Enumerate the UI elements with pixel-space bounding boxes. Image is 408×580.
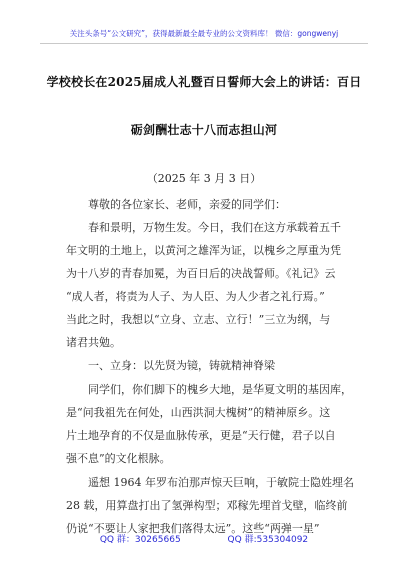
body-line: 28 载，用算盘打出了氢弹构型；邓稼先埋首戈壁，临终前 [66,499,348,512]
footer-qq-group-2: QQ 群:535304092 [227,535,309,545]
body-line: 同学们，你们脚下的槐乡大地，是华夏文明的基因库， [88,383,352,396]
header-banner: 关注头条号“公文研究”，获得最新最全最专业的公文资料库！ 微信：gongwenyj [69,29,339,38]
footer-qq-group-1: QQ 群：30265665 [99,535,181,545]
document-title-line-2: 砺剑酬壮志十八而志担山河 [130,123,278,137]
section-heading: 一、立身：以先贤为镜，铸就精神脊梁 [88,359,275,372]
body-line: 仍说“不要让人家把我们落得太远”。这些“两弹一星” [66,522,320,535]
body-line: 强不息”的文化根脉。 [66,452,171,465]
document-title-line-1: 学校校长在2025届成人礼暨百日誓师大会上的讲话：百日 [46,75,362,89]
document-date: （2025 年 3 月 3 日） [146,172,262,185]
body-line: 是“问我祖先在何处，山西洪洞大槐树”的精神原乡。这 [66,406,331,419]
header-divider [40,43,368,44]
body-line: 诸君共勉。 [66,336,121,349]
body-line: 春和景明，万物生发。今日，我们在这方承载着五千 [88,221,341,234]
footer [0,532,408,545]
body-line: 尊敬的各位家长、老师，亲爱的同学们： [88,198,286,211]
body-line: 为十八岁的青春加冕，为百日后的决战誓师。《礼记》云 [66,267,336,280]
body-line: “成人者，将责为人子、为人臣、为人少者之礼行焉。” [66,290,325,303]
body-line: 片土地孕育的不仅是血脉传承，更是“天行健，君子以自 [66,429,336,442]
body-line: 当此之时，我想以“立身、立志、立行！”三立为纲，与 [66,313,331,326]
body-line: 遥想 1964 年罗布泊那声惊天巨响，于敏院士隐姓埋名 [88,476,354,489]
body-line: 年文明的土地上，以黄河之雄浑为证，以槐乡之厚重为凭 [66,244,341,257]
